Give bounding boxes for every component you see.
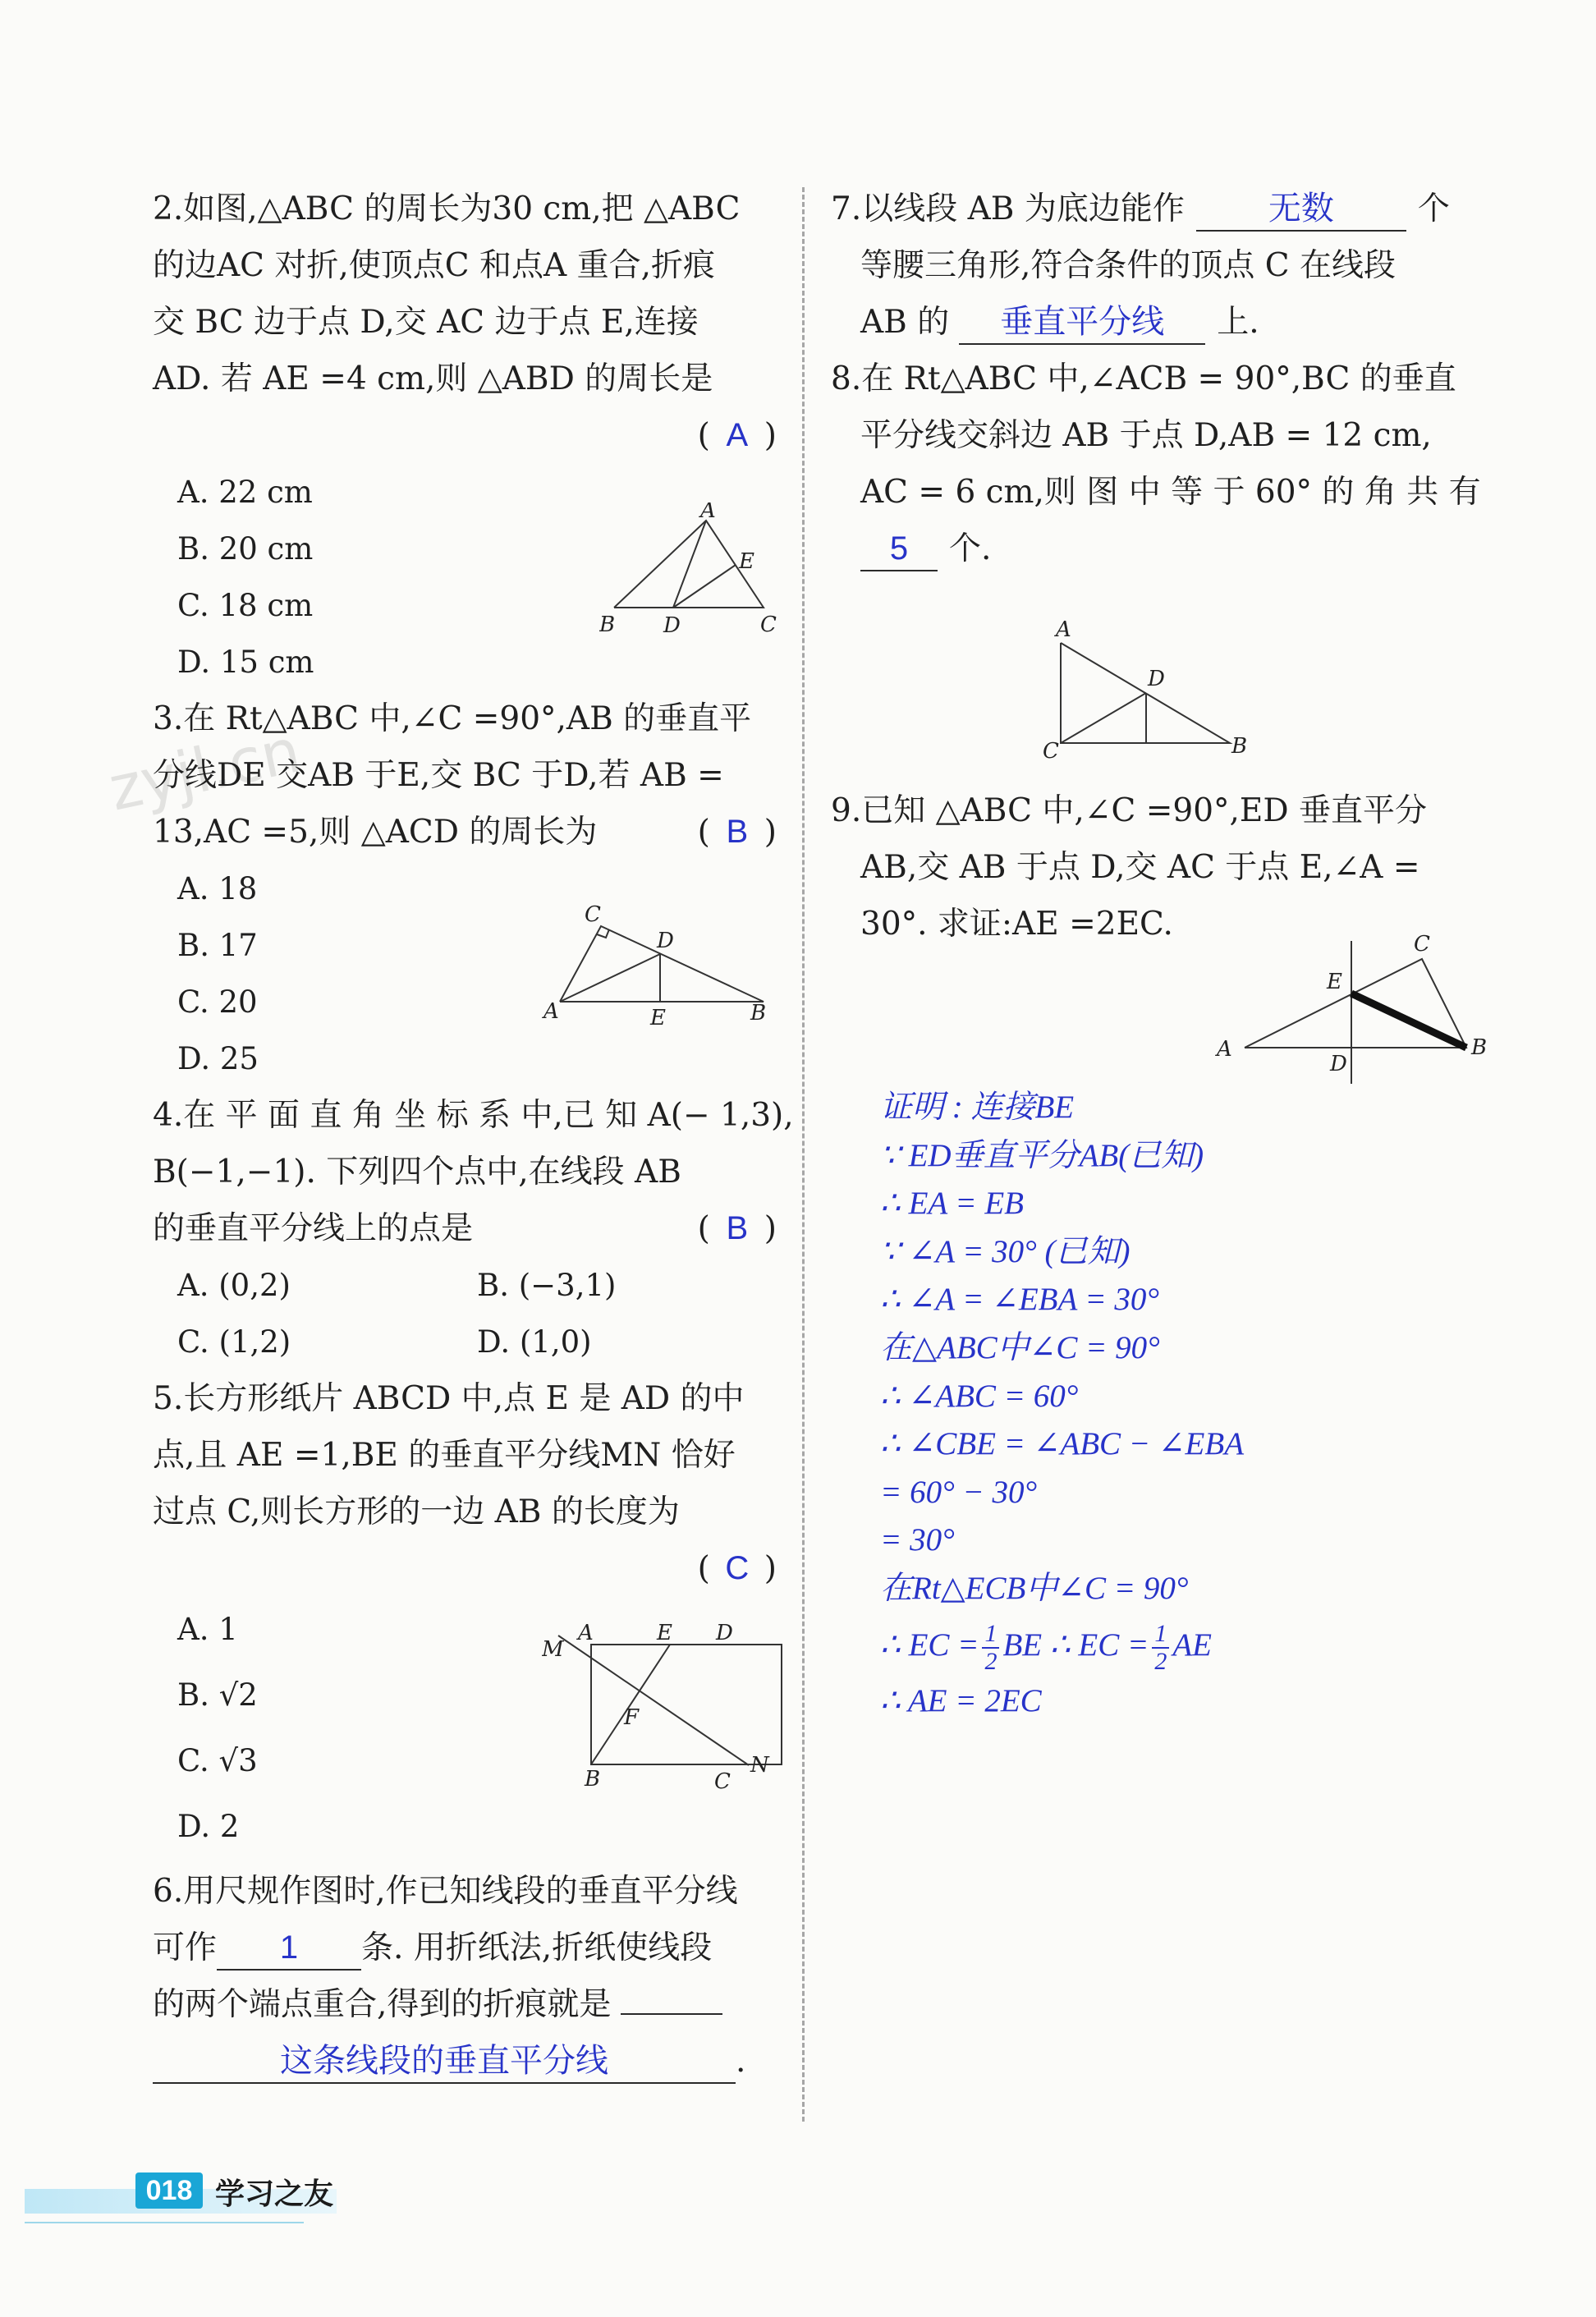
q4-answer-paren: ( B )	[698, 1200, 777, 1257]
q8-line-4: 5 个.	[831, 521, 1471, 577]
proof-line-8: ∴ ∠CBE = ∠ABC − ∠EBA	[880, 1426, 1245, 1462]
proof-line-3: ∴ EA = EB	[880, 1186, 1024, 1222]
q2-line-2: 的边AC 对折,使顶点C 和点A 重合,折痕	[153, 247, 715, 284]
q5-label-m: M	[542, 1637, 564, 1662]
page-footer	[0, 2168, 345, 2233]
q5-answer-row	[153, 1540, 777, 1597]
question-4	[153, 1087, 794, 1370]
q3-line-1: 3.在 Rt△ABC 中,∠C =90°,AB 的垂直平	[153, 700, 752, 737]
q5-line-mn	[558, 1636, 749, 1765]
q5-option-d: D. 2	[177, 1809, 240, 1844]
q3-label-e: E	[650, 1006, 666, 1030]
question-6	[153, 1863, 777, 2090]
q6-line-3: 的两个端点重合,得到的折痕就是	[153, 1976, 777, 2033]
q2-label-e: E	[739, 549, 754, 574]
q9-label-a: A	[1217, 1037, 1232, 1062]
q8-blank-1	[860, 528, 938, 571]
q2-line-1: 2.如图,△ABC 的周长为30 cm,把 △ABC	[153, 190, 741, 227]
q3-option-b: B. 17	[177, 928, 258, 963]
q7-line-3: AB 的 垂直平分线 上.	[831, 294, 1471, 351]
q3-label-b: B	[750, 1001, 767, 1025]
q3-label-c: C	[585, 902, 601, 927]
footer-rule	[25, 2222, 304, 2223]
q5-label-f: F	[624, 1705, 640, 1730]
q7-line-1: 7.以线段 AB 为底边能作 无数 个	[831, 181, 1471, 237]
q7-line-2: 等腰三角形,符合条件的顶点 C 在线段	[860, 247, 1396, 284]
q8-label-a: A	[1056, 617, 1071, 642]
q9-line-2: AB,交 AB 于点 D,交 AC 于点 E,∠A =	[860, 849, 1420, 886]
proof-line-6: 在△ABC中∠C = 90°	[880, 1329, 1160, 1365]
q4-line-2: B(−1,−1). 下列四个点中,在线段 AB	[153, 1154, 681, 1191]
q5-label-d: D	[716, 1621, 733, 1645]
q6-answer-1: 1	[279, 1929, 299, 1966]
q5-option-c: C. √3	[177, 1743, 258, 1778]
q3-option-c: C. 20	[177, 984, 258, 1020]
q2-label-a: A	[700, 502, 716, 523]
q5-rectangle-abcd	[591, 1645, 782, 1764]
proof-line-7: ∴ ∠ABC = 60°	[880, 1378, 1079, 1414]
question-8	[831, 351, 1481, 577]
q8-line-3: AC = 6 cm,则 图 中 等 于 60° 的 角 共 有	[860, 474, 1481, 511]
q2-option-c: C. 18 cm	[177, 588, 314, 623]
q2-line-3: 交 BC 边于点 D,交 AC 边于点 E,连接	[153, 304, 699, 341]
proof-fraction-2: $\frac{1}{2}$	[1152, 1621, 1169, 1675]
q8-answer-1: 5	[889, 530, 909, 567]
q3-label-a: A	[543, 999, 559, 1024]
q3-option-d: D. 25	[177, 1041, 259, 1076]
q8-line-2: 平分线交斜边 AB 于点 D,AB = 12 cm,	[860, 417, 1432, 454]
q7-answer-1: 无数	[1268, 190, 1334, 227]
q8-label-d: D	[1148, 667, 1165, 691]
q5-line-3: 过点 C,则长方形的一边 AB 的长度为	[153, 1493, 680, 1530]
q5-line-2: 点,且 AE =1,BE 的垂直平分线MN 恰好	[153, 1437, 736, 1474]
q6-answer-2: 这条线段的垂直平分线	[280, 2043, 608, 2079]
q5-option-b: B. √2	[177, 1677, 258, 1713]
q2-answer-paren: ( A )	[698, 407, 777, 464]
q9-label-d: D	[1330, 1052, 1347, 1076]
q4-line-3: 的垂直平分线上的点是 ( B )	[153, 1200, 777, 1257]
q3-label-d: D	[657, 929, 674, 953]
q5-label-b: B	[585, 1767, 601, 1790]
q7-answer-2: 垂直平分线	[1000, 304, 1165, 340]
q2-option-b: B. 20 cm	[177, 531, 314, 567]
column-divider	[802, 187, 805, 2122]
proof-line-4: ∵ ∠A = 30° (已知)	[880, 1233, 1130, 1269]
q5-line-1: 5.长方形纸片 ABCD 中,点 E 是 AD 的中	[153, 1380, 745, 1417]
q6-line-2: 可作 1 条. 用折纸法,折纸使线段	[153, 1920, 777, 1976]
q3-segment-ad	[560, 954, 660, 1002]
proof-line-13: ∴ AE = 2EC	[880, 1682, 1042, 1718]
q3-answer: B	[726, 814, 749, 850]
proof-line-10: = 30°	[880, 1522, 955, 1558]
q2-label-b: B	[599, 613, 616, 637]
q8-triangle-figure	[1034, 612, 1256, 768]
q5-label-a: A	[578, 1621, 594, 1645]
q9-label-b: B	[1471, 1035, 1488, 1060]
q9-label-e: E	[1327, 970, 1342, 994]
q6-line-1: 6.用尺规作图时,作已知线段的垂直平分线	[153, 1873, 738, 1910]
q5-answer-paren: ( C )	[698, 1540, 777, 1597]
q9-triangle-figure	[1207, 920, 1502, 1092]
proof-line-5: ∴ ∠A = ∠EBA = 30°	[880, 1282, 1160, 1318]
proof-line-1: 证明 : 连接BE	[880, 1090, 1075, 1125]
q5-label-e: E	[657, 1621, 672, 1645]
q8-label-c: C	[1043, 739, 1059, 764]
watermark: zyjl.cn	[103, 715, 307, 825]
q9-line-3: 30°. 求证:AE =2EC.	[860, 906, 1173, 943]
q2-label-c: C	[760, 613, 777, 637]
q6-blank-2-start	[621, 2013, 722, 2015]
q2-answer-row	[153, 407, 777, 464]
q3-line-3: 13,AC =5,则 △ACD 的周长为 ( B )	[153, 804, 777, 860]
q6-blank-1	[217, 1927, 361, 1971]
q4-option-c: C. (1,2)	[177, 1324, 291, 1360]
page-number: 018	[135, 2172, 203, 2209]
q9-label-c: C	[1414, 932, 1430, 957]
proof-line-2: ∵ ED垂直平分AB(已知)	[880, 1137, 1204, 1173]
q5-label-n: N	[750, 1753, 769, 1778]
q6-line-4: 这条线段的垂直平分线 .	[153, 2033, 777, 2090]
q4-answer: B	[726, 1210, 749, 1246]
q9-segment-be	[1351, 993, 1466, 1048]
q2-line-4: AD. 若 AE =4 cm,则 △ABD 的周长是	[153, 360, 713, 397]
q6-blank-2	[153, 2040, 736, 2084]
q3-answer-paren: ( B )	[698, 804, 777, 860]
right-column	[831, 181, 1481, 952]
q2-answer: A	[726, 417, 749, 453]
q7-blank-2	[959, 301, 1205, 345]
q9-proof	[880, 1084, 1455, 1725]
q2-triangle-figure	[599, 502, 780, 642]
q5-rectangle-figure	[542, 1617, 788, 1790]
q2-option-d: D. 15 cm	[177, 645, 314, 680]
q3-line-2: 分线DE 交AB 于E,交 BC 于D,若 AB =	[153, 757, 724, 794]
q4-option-a: A. (0,2)	[177, 1268, 291, 1303]
q3-triangle-figure	[535, 897, 782, 1036]
q4-option-d: D. (1,0)	[477, 1324, 592, 1360]
q3-option-a: A. 18	[177, 871, 258, 906]
proof-line-9: = 60° − 30°	[880, 1474, 1038, 1510]
q4-options-row-1	[153, 1257, 777, 1314]
q2-label-d: D	[663, 613, 681, 638]
proof-fraction-1: $\frac{1}{2}$	[982, 1621, 999, 1675]
book-title: 学习之友	[215, 2177, 334, 2211]
q2-segment-de	[673, 565, 736, 608]
left-column	[153, 181, 794, 2090]
proof-line-11: 在Rt△ECB中∠C = 90°	[880, 1570, 1189, 1606]
proof-line-12: ∴ EC = $\frac{1}{2}$ BE ∴ EC = $\frac{1}{2}$ AE	[880, 1619, 1212, 1675]
q5-label-c: C	[714, 1769, 731, 1790]
question-7	[831, 181, 1471, 351]
q8-label-b: B	[1231, 734, 1248, 759]
q4-line-1: 4.在 平 面 直 角 坐 标 系 中,已 知 A(− 1,3),	[153, 1097, 794, 1134]
q5-option-a: A. 1	[177, 1612, 238, 1647]
q4-option-b: B. (−3,1)	[477, 1268, 617, 1303]
q9-line-1: 9.已知 △ABC 中,∠C =90°,ED 垂直平分	[831, 792, 1428, 829]
q4-options-row-2	[153, 1314, 777, 1370]
q8-line-1: 8.在 Rt△ABC 中,∠ACB = 90°,BC 的垂直	[831, 360, 1456, 397]
q2-option-a: A. 22 cm	[177, 475, 313, 510]
q7-blank-1	[1196, 188, 1406, 232]
q8-segment-cd	[1061, 693, 1146, 743]
q5-answer: C	[725, 1550, 750, 1586]
q2-segment-ad	[673, 521, 706, 608]
